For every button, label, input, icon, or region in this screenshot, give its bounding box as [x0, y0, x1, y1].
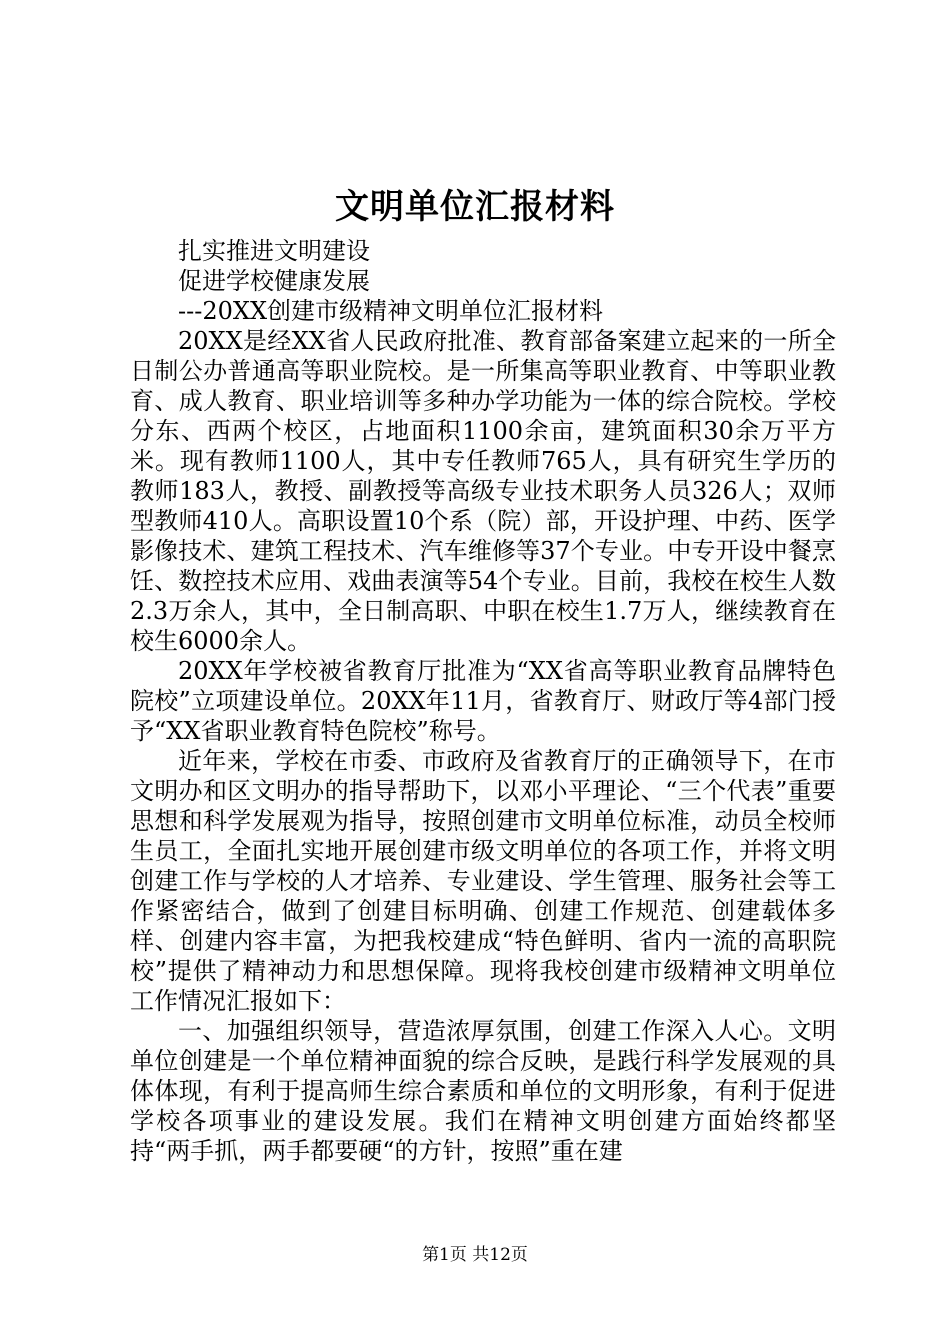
- page-footer: 第1页 共12页: [422, 1245, 528, 1265]
- paragraph-honors: 20XX年学校被省教育厅批准为“XX省高等职业教育品牌特色院校”立项建设单位。20XX年11月，省教育厅、财政厅等4部门授予“XX省职业教育特色院校”称号。: [130, 657, 836, 745]
- paragraph-intro: 20XX是经XX省人民政府批准、教育部备案建立起来的一所全日制公办普通高等职业院校。是一所集高等职业教育、中等职业教育、成人教育、职业培训等多种办学功能为一体的综合院校。学校分东、西两个校区，占地面积1100余亩，建筑面积30余万平方米。现有教师1100人，其中专任教师765人，具有研究生学历的教师183人，教授、副教授等高级专业技术职务人员326人；双师型教师410人。高职设置10个系（院）部，开设护理、中药、医学影像技术、建筑工程技术、汽车维修等37个专业。中专开设中餐烹饪、数控技术应用、戏曲表演等54个专业。目前，我校在校生人数2.3万余人，其中，全日制高职、中职在校生1.7万人，继续教育在校生6000余人。: [130, 327, 836, 655]
- subtitle-line-3: ---20XX创建市级精神文明单位汇报材料: [178, 297, 604, 325]
- paragraph-section-one: 一、加强组织领导，营造浓厚氛围，创建工作深入人心。文明单位创建是一个单位精神面貌的综合反映，是践行科学发展观的具体体现，有利于提高师生综合素质和单位的文明形象，有利于促进学校各项事业的建设发展。我们在精神文明创建方面始终都坚持“两手抓，两手都要硬“的方针，按照”重在建: [130, 1017, 836, 1165]
- subtitle-line-1: 扎实推进文明建设: [178, 237, 370, 265]
- paragraph-overview: 近年来，学校在市委、市政府及省教育厅的正确领导下，在市文明办和区文明办的指导帮助下，以邓小平理论、“三个代表”重要思想和科学发展观为指导，按照创建市文明单位标准，动员全校师生员工，全面扎实地开展创建市级文明单位的各项工作，并将文明创建工作与学校的人才培养、专业建设、学生管理、服务社会等工作紧密结合，做到了创建目标明确、创建工作规范、创建载体多样、创建内容丰富，为把我校建成“特色鲜明、省内一流的高职院校”提供了精神动力和思想保障。现将我校创建市级精神文明单位工作情况汇报如下：: [130, 747, 836, 1015]
- subtitle-line-2: 促进学校健康发展: [178, 267, 370, 295]
- document-title: 文明单位汇报材料: [335, 187, 615, 227]
- document-body: [130, 236, 836, 1166]
